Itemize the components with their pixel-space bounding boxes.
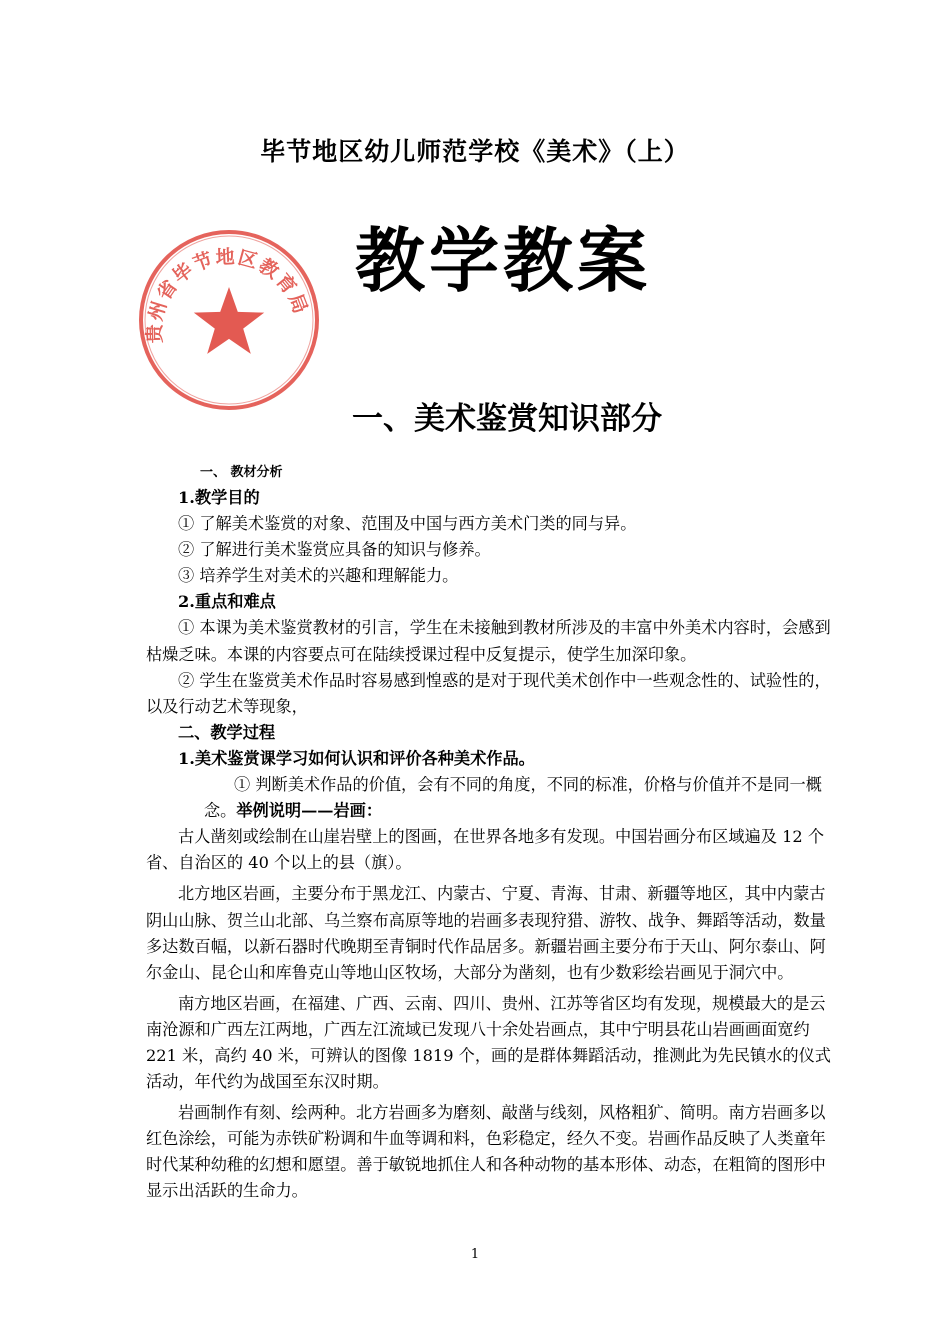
document-body [146, 461, 836, 1205]
body-paragraph: 南方地区岩画，在福建、广西、云南、四川、贵州、江苏等省区均有发现，规模最大的是云南沧源和广西左江两地，广西左江流域已发现八十余处岩画点，其中宁明县花山岩画画面宽约 221 米，高约 40 米，可辨认的图像 1819 个，画的是群体舞蹈活动，推测此为先民镇水的仪式活动，年代约为战国至东汉时期。 [146, 993, 831, 1092]
section-title: 一、美术鉴赏知识部分 [352, 401, 662, 437]
key-point-paragraph: ② 学生在鉴赏美术作品时容易感到惶惑的是对于现代美术创作中一些观念性的、试验性的，以及行动艺术等现象， [146, 670, 831, 716]
body-paragraph: 岩画制作有刻、绘两种。北方岩画多为磨刻、敲凿与线刻，风格粗犷、简明。南方岩画多以红色涂绘，可能为赤铁矿粉调和牛血等调和料，色彩稳定，经久不变。岩画作品反映了人类童年时代某种幼稚的幻想和愿望。善于敏锐地抓住人和各种动物的基本形体、动态，在粗简的图形中显示出活跃的生命力。 [146, 1103, 826, 1201]
heading-key-points: 2.重点和难点 [178, 592, 276, 612]
page-number: 1 [470, 1247, 480, 1262]
heading-material-analysis: 一、 教材分析 [200, 465, 283, 480]
heading-teaching-process: 二、教学过程 [178, 722, 276, 742]
goal-item: ② 了解进行美术鉴赏应具备的知识与修养。 [178, 540, 491, 560]
body-paragraph: 古人凿刻或绘制在山崖岩壁上的图画，在世界各地多有发现。中国岩画分布区域遍及 12 个省、自治区的 40 个以上的县（旗）。 [146, 827, 825, 873]
process-text: ① 判断美术作品的价值，会有不同的角度，不同的标准，价格与价值并不是同一概念。 [204, 775, 822, 821]
heading-teaching-goal: 1.教学目的 [178, 488, 260, 507]
goal-item: ③ 培养学生对美术的兴趣和理解能力。 [178, 566, 459, 586]
key-point-paragraph: ① 本课为美术鉴赏教材的引言，学生在未接触到教材所涉及的丰富中外美术内容时，会感到枯燥乏味。本课的内容要点可在陆续授课过程中反复提示，使学生加深印象。 [146, 618, 831, 664]
heading-process-item: 1.美术鉴赏课学习如何认识和评价各种美术作品。 [178, 748, 535, 768]
seal-text: 贵州省毕节地区教育局 [143, 246, 313, 344]
school-title: 毕节地区幼儿师范学校《美术》（上） [260, 137, 690, 166]
example-label: 举例说明——岩画： [236, 801, 383, 821]
goal-item: ① 了解美术鉴赏的对象、范围及中国与西方美术门类的同与异。 [178, 514, 637, 534]
process-paragraph [146, 772, 836, 824]
main-title: 教学教案 [355, 220, 651, 302]
body-paragraph: 北方地区岩画，主要分布于黑龙江、内蒙古、宁夏、青海、甘肃、新疆等地区，其中内蒙古阴山山脉、贺兰山北部、乌兰察布高原等地的岩画多表现狩猎、游牧、战争、舞蹈等活动，数量多达数百幅，以新石器时代晚期至青铜时代作品居多。新疆岩画主要分布于天山、阿尔泰山、阿尔金山、昆仑山和库鲁克山等地山区牧场，大部分为凿刻，也有少数彩绘岩画见于洞穴中。 [146, 884, 826, 982]
